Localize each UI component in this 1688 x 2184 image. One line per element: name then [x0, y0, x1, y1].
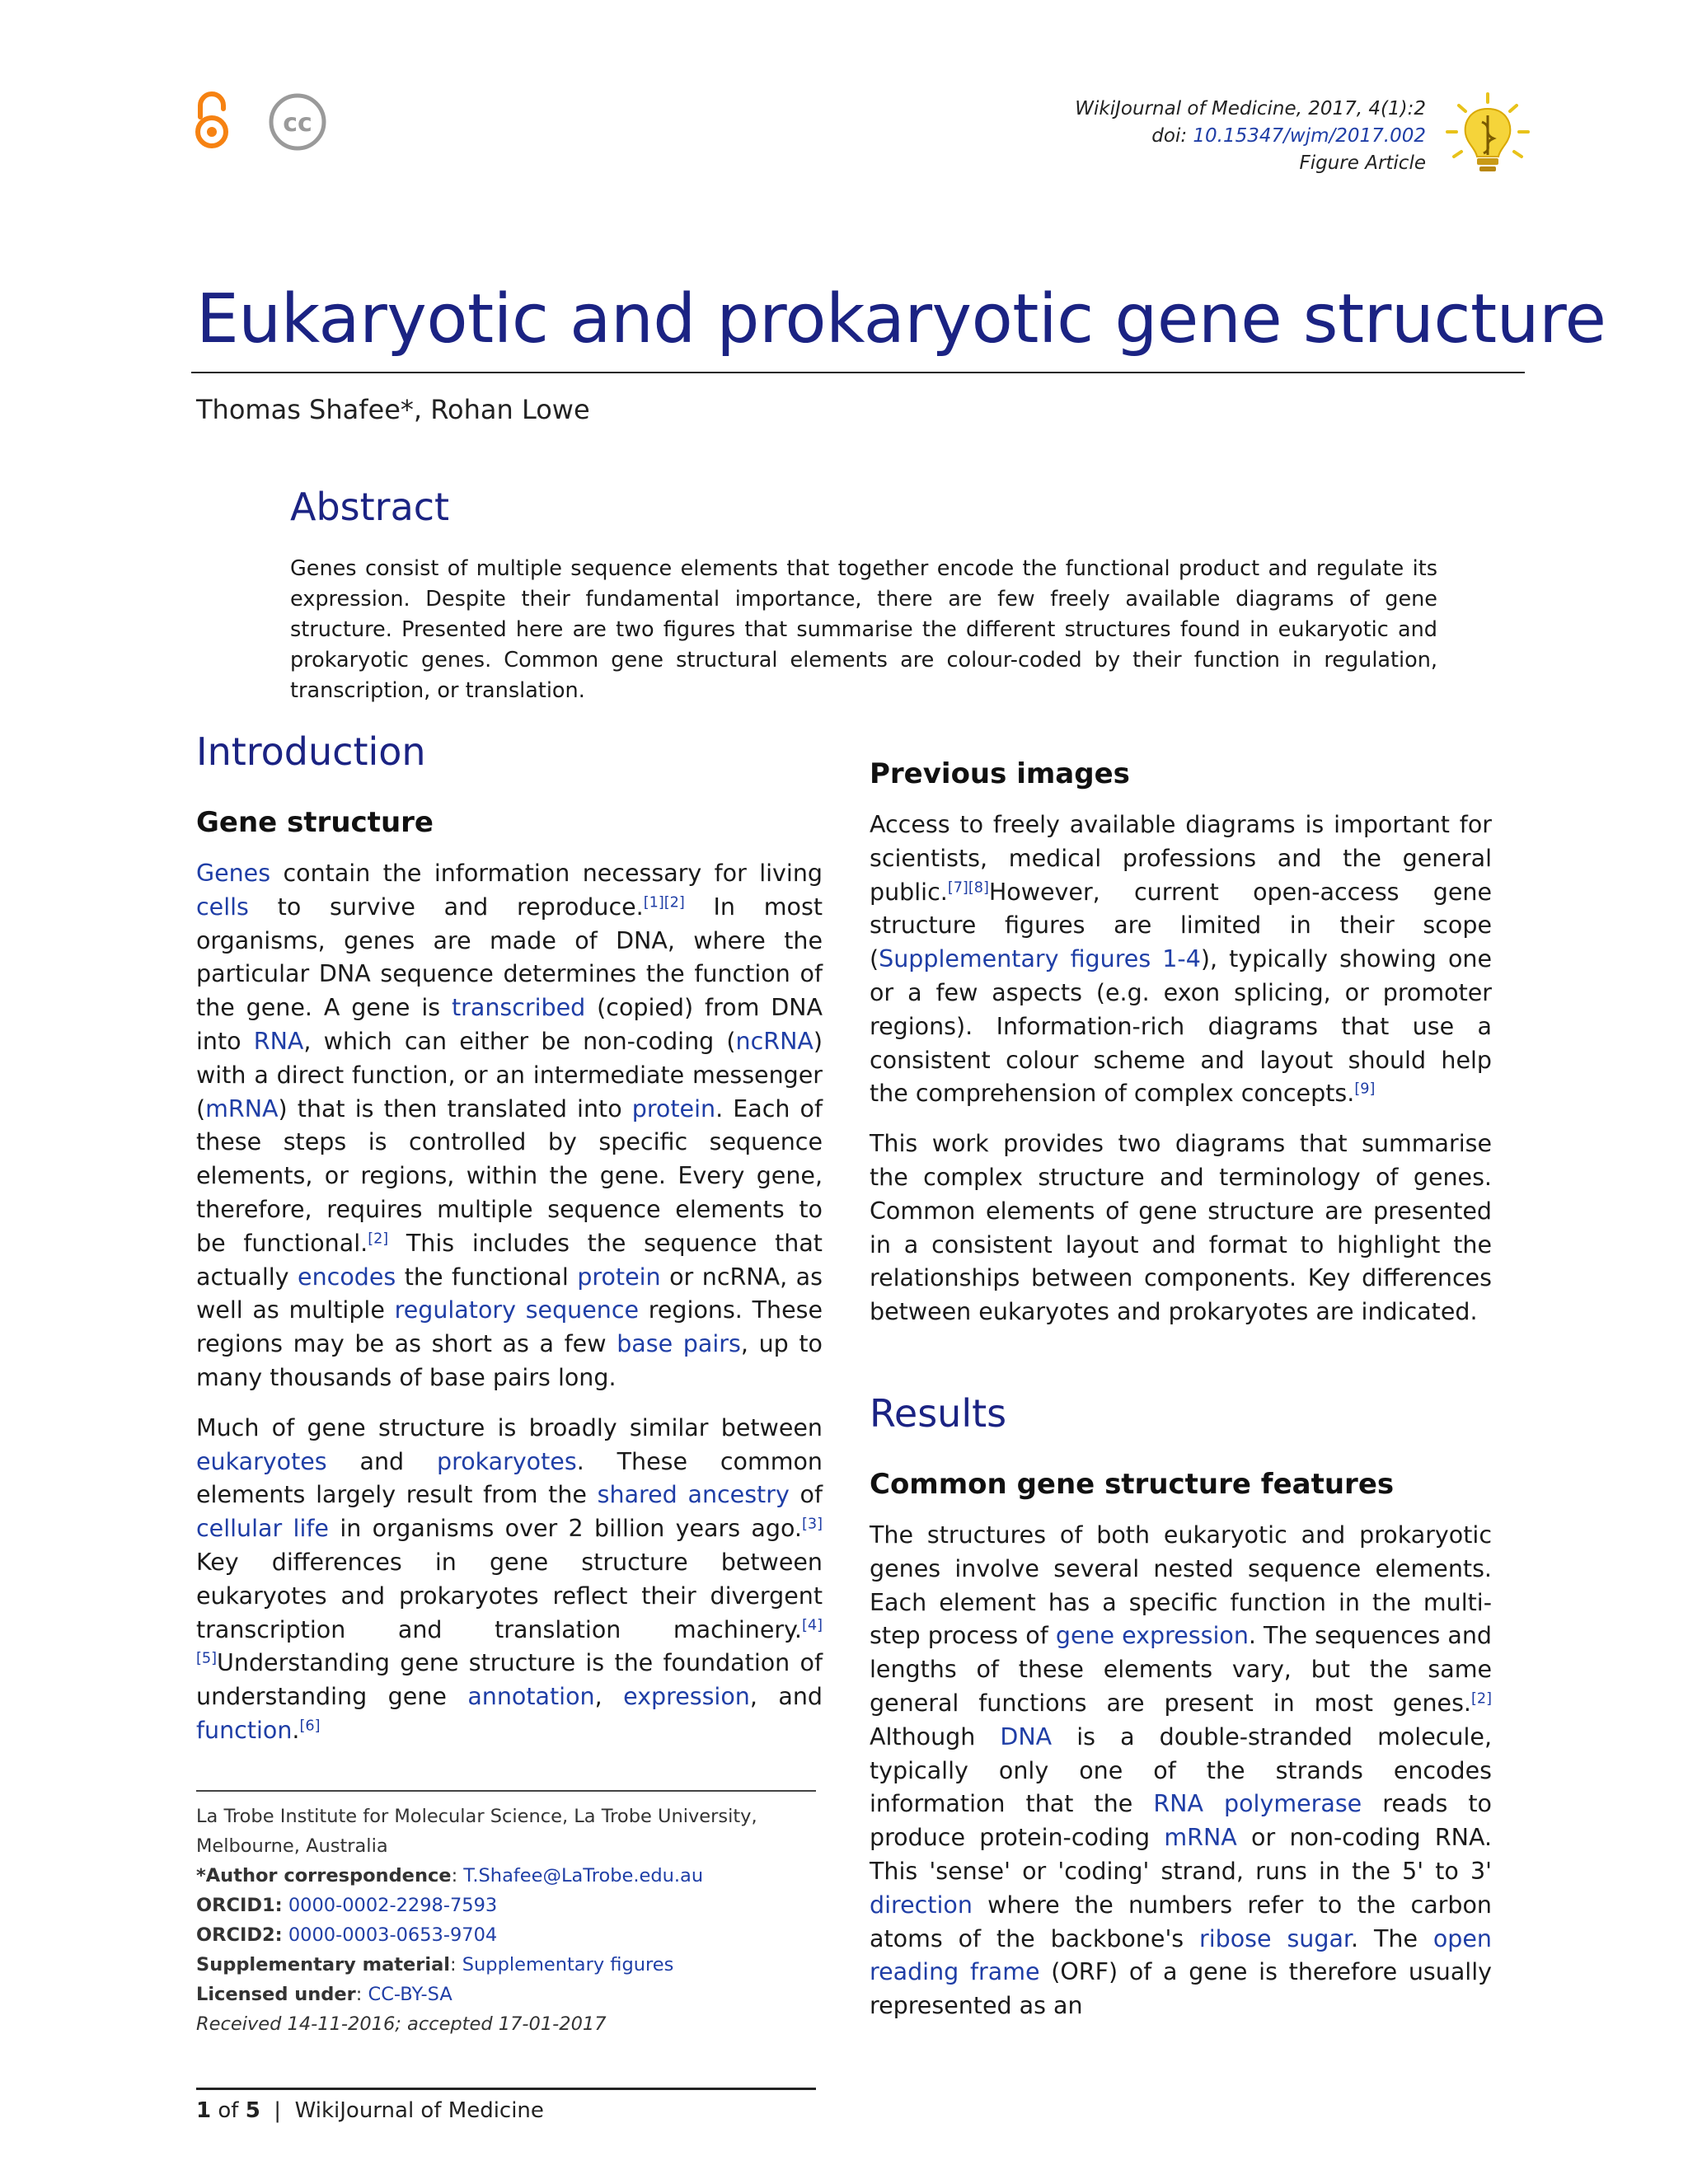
creative-commons-icon	[268, 92, 327, 152]
previous-images-paragraph-2: This work provides two diagrams that summarise the complex structure and terminology of genes. Common elements of gene structure are presented in a consistent layout and format to highlight the relationships between components. Key differences between eukaryotes and prokaryotes are indicated.	[870, 1130, 1492, 1326]
page-footer: 1 of 5 | WikiJournal of Medicine	[196, 2088, 816, 2123]
doi-link[interactable]: 10.15347/wjm/2017.002	[1193, 125, 1426, 147]
paper-title: Eukaryotic and prokaryotic gene structure	[196, 280, 1606, 359]
open-access-icon	[192, 91, 232, 150]
journal-citation: WikiJournal of Medicine, 2017, 4(1):2	[1075, 98, 1426, 120]
citation-6[interactable]: [6]	[299, 1718, 321, 1735]
results-heading: Results	[870, 1390, 1007, 1436]
correspondence-email-link[interactable]: T.Shafee@LaTrobe.edu.au	[463, 1865, 704, 1886]
results-paragraph-1: The structures of both eukaryotic and prokaryotic genes involve several nested sequence elements. Each element has a specific function in the multi-step process of gene expression. The sequences and lengths of these elements vary, but the same general functions are present in most genes.[2] Although DNA is a double-stranded molecule, typically only one of the strands encodes information that the RNA polymerase reads to produce protein-coding mRNA or non-coding RNA. This 'sense' or 'coding' strand, runs in the 5' to 3' direction where the numbers refer to the carbon atoms of the backbone's ribose sugar. The open reading frame (ORF) of a gene is therefore usually represented as an	[870, 1521, 1493, 2020]
link-mrna-results[interactable]: mRNA	[1164, 1824, 1237, 1852]
footer-journal: WikiJournal of Medicine	[294, 2098, 544, 2123]
link-cellular-life[interactable]: cellular life	[196, 1515, 329, 1543]
link-shared-ancestry[interactable]: shared ancestry	[597, 1481, 790, 1509]
link-dna[interactable]: DNA	[1000, 1722, 1053, 1750]
article-type: Figure Article	[1299, 152, 1426, 174]
link-genes[interactable]: Genes	[196, 860, 271, 887]
link-prokaryotes[interactable]: prokaryotes	[437, 1447, 577, 1475]
link-annotation[interactable]: annotation	[467, 1683, 595, 1711]
license-line: Licensed under: CC-BY-SA	[196, 1984, 452, 2005]
citation-2[interactable]: [2]	[368, 1230, 389, 1248]
link-mrna[interactable]: mRNA	[205, 1094, 279, 1122]
citation-1-2[interactable]: [1][2]	[643, 894, 685, 912]
citation-9[interactable]: [9]	[1354, 1080, 1376, 1098]
link-open-reading-frame[interactable]: open reading frame	[870, 1924, 1492, 1986]
left-column	[196, 727, 823, 1748]
title-divider	[191, 372, 1525, 373]
link-base-pairs[interactable]: base pairs	[617, 1330, 741, 1358]
link-cells[interactable]: cells	[196, 893, 249, 921]
citation-2-results[interactable]: [2]	[1470, 1690, 1492, 1708]
link-protein-2[interactable]: protein	[577, 1263, 661, 1291]
svg-text:cc: cc	[283, 109, 312, 138]
link-regulatory-sequence[interactable]: regulatory sequence	[394, 1296, 640, 1324]
previous-images-heading: Previous images	[870, 757, 1130, 790]
right-column	[870, 756, 1492, 2023]
orcid2-line: ORCID2: 0000-0003-0653-9704	[196, 1924, 498, 1946]
journal-meta	[1075, 96, 1426, 177]
doi-line: doi: 10.15347/wjm/2017.002	[1151, 125, 1426, 147]
citation-4-5[interactable]: [4][5]	[196, 1616, 823, 1667]
license-link[interactable]: CC-BY-SA	[368, 1984, 452, 2005]
common-features-heading: Common gene structure features	[870, 1467, 1395, 1501]
introduction-heading: Introduction	[196, 729, 426, 774]
supplementary-line: Supplementary material: Supplementary figures	[196, 1954, 674, 1975]
abstract-heading: Abstract	[290, 485, 450, 529]
orcid1-line: ORCID1: 0000-0002-2298-7593	[196, 1895, 498, 1916]
intro-paragraph-2: Much of gene structure is broadly similar between eukaryotes and prokaryotes. These common elements largely result from the shared ancestry of cellular life in organisms over 2 billion years ago.[3] Key differences in gene structure between eukaryotes and prokaryotes reflect their divergent transcription and translation machinery.[4][5]Understanding gene structure is the foundation of understanding gene annotation, expression, and function.[6]	[196, 1413, 823, 1744]
link-rna-polymerase[interactable]: RNA polymerase	[1153, 1790, 1362, 1818]
page-total: 5	[245, 2098, 260, 2123]
previous-images-paragraph-1: Access to freely available diagrams is important for scientists, medical professions and the general public.[7][8]However, current open-access gene structure figures are limited in their scope (Supplementary figures 1-4), typically showing one or a few aspects (e.g. exon splicing, or promoter regions). Information-rich diagrams that use a consistent colour scheme and layout should help the comprehension of complex concepts.[9]	[870, 811, 1492, 1108]
gene-structure-heading: Gene structure	[196, 806, 434, 839]
link-direction[interactable]: direction	[870, 1891, 973, 1919]
link-supplementary-figures[interactable]: Supplementary figures 1-4	[879, 945, 1201, 973]
link-function[interactable]: function	[196, 1716, 293, 1744]
link-gene-expression[interactable]: gene expression	[1055, 1622, 1249, 1650]
institute: La Trobe Institute for Molecular Science, La Trobe University, Melbourne, Australia	[196, 1806, 757, 1857]
citation-3[interactable]: [3]	[801, 1516, 823, 1533]
orcid2-link[interactable]: 0000-0003-0653-9704	[288, 1924, 498, 1946]
orcid1-link[interactable]: 0000-0002-2298-7593	[288, 1895, 498, 1916]
received-dates: Received 14-11-2016; accepted 17-01-2017	[196, 2013, 607, 2035]
wikijournal-logo	[1442, 89, 1533, 180]
affiliation-block	[196, 1790, 816, 2039]
supplementary-link[interactable]: Supplementary figures	[462, 1954, 674, 1975]
abstract-text: Genes consist of multiple sequence elements that together encode the functional product and regulate its expression. Despite their fundamental importance, there are few freely available diagrams of gene structure. Presented here are two figures that summarise the different structures found in eukaryotic and prokaryotic genes. Common gene structural elements are colour-coded by their function in regulation, transcription, or translation.	[290, 556, 1437, 703]
correspondence-line: *Author correspondence: T.Shafee@LaTrobe.edu.au	[196, 1865, 704, 1886]
citation-7-8[interactable]: [7][8]	[947, 879, 989, 896]
page-number: 1	[196, 2098, 212, 2123]
link-encodes[interactable]: encodes	[298, 1263, 396, 1291]
link-eukaryotes[interactable]: eukaryotes	[196, 1447, 327, 1475]
link-transcribed[interactable]: transcribed	[451, 994, 586, 1022]
link-ncrna[interactable]: ncRNA	[735, 1027, 814, 1055]
link-expression[interactable]: expression	[623, 1683, 750, 1711]
link-rna[interactable]: RNA	[253, 1027, 304, 1055]
intro-paragraph-1: Genes contain the information necessary for living cells to survive and reproduce.[1][2] In most organisms, genes are made of DNA, where the particular DNA sequence determines the function of the gene. A gene is transcribed (copied) from DNA into RNA, which can either be non-coding (ncRNA) with a direct function, or an intermediate messenger (mRNA) that is then translated into protein. Each of these steps is controlled by specific sequence elements, or regions, within the gene. Every gene, therefore, requires multiple sequence elements to be functional.[2] This includes the sequence that actually encodes the functional protein or ncRNA, as well as multiple regulatory sequence regions. These regions may be as short as a few base pairs, up to many thousands of base pairs long.	[196, 860, 823, 1391]
link-protein[interactable]: protein	[631, 1094, 716, 1122]
author-list: Thomas Shafee*, Rohan Lowe	[196, 394, 590, 425]
link-ribose-sugar[interactable]: ribose sugar	[1199, 1924, 1352, 1952]
